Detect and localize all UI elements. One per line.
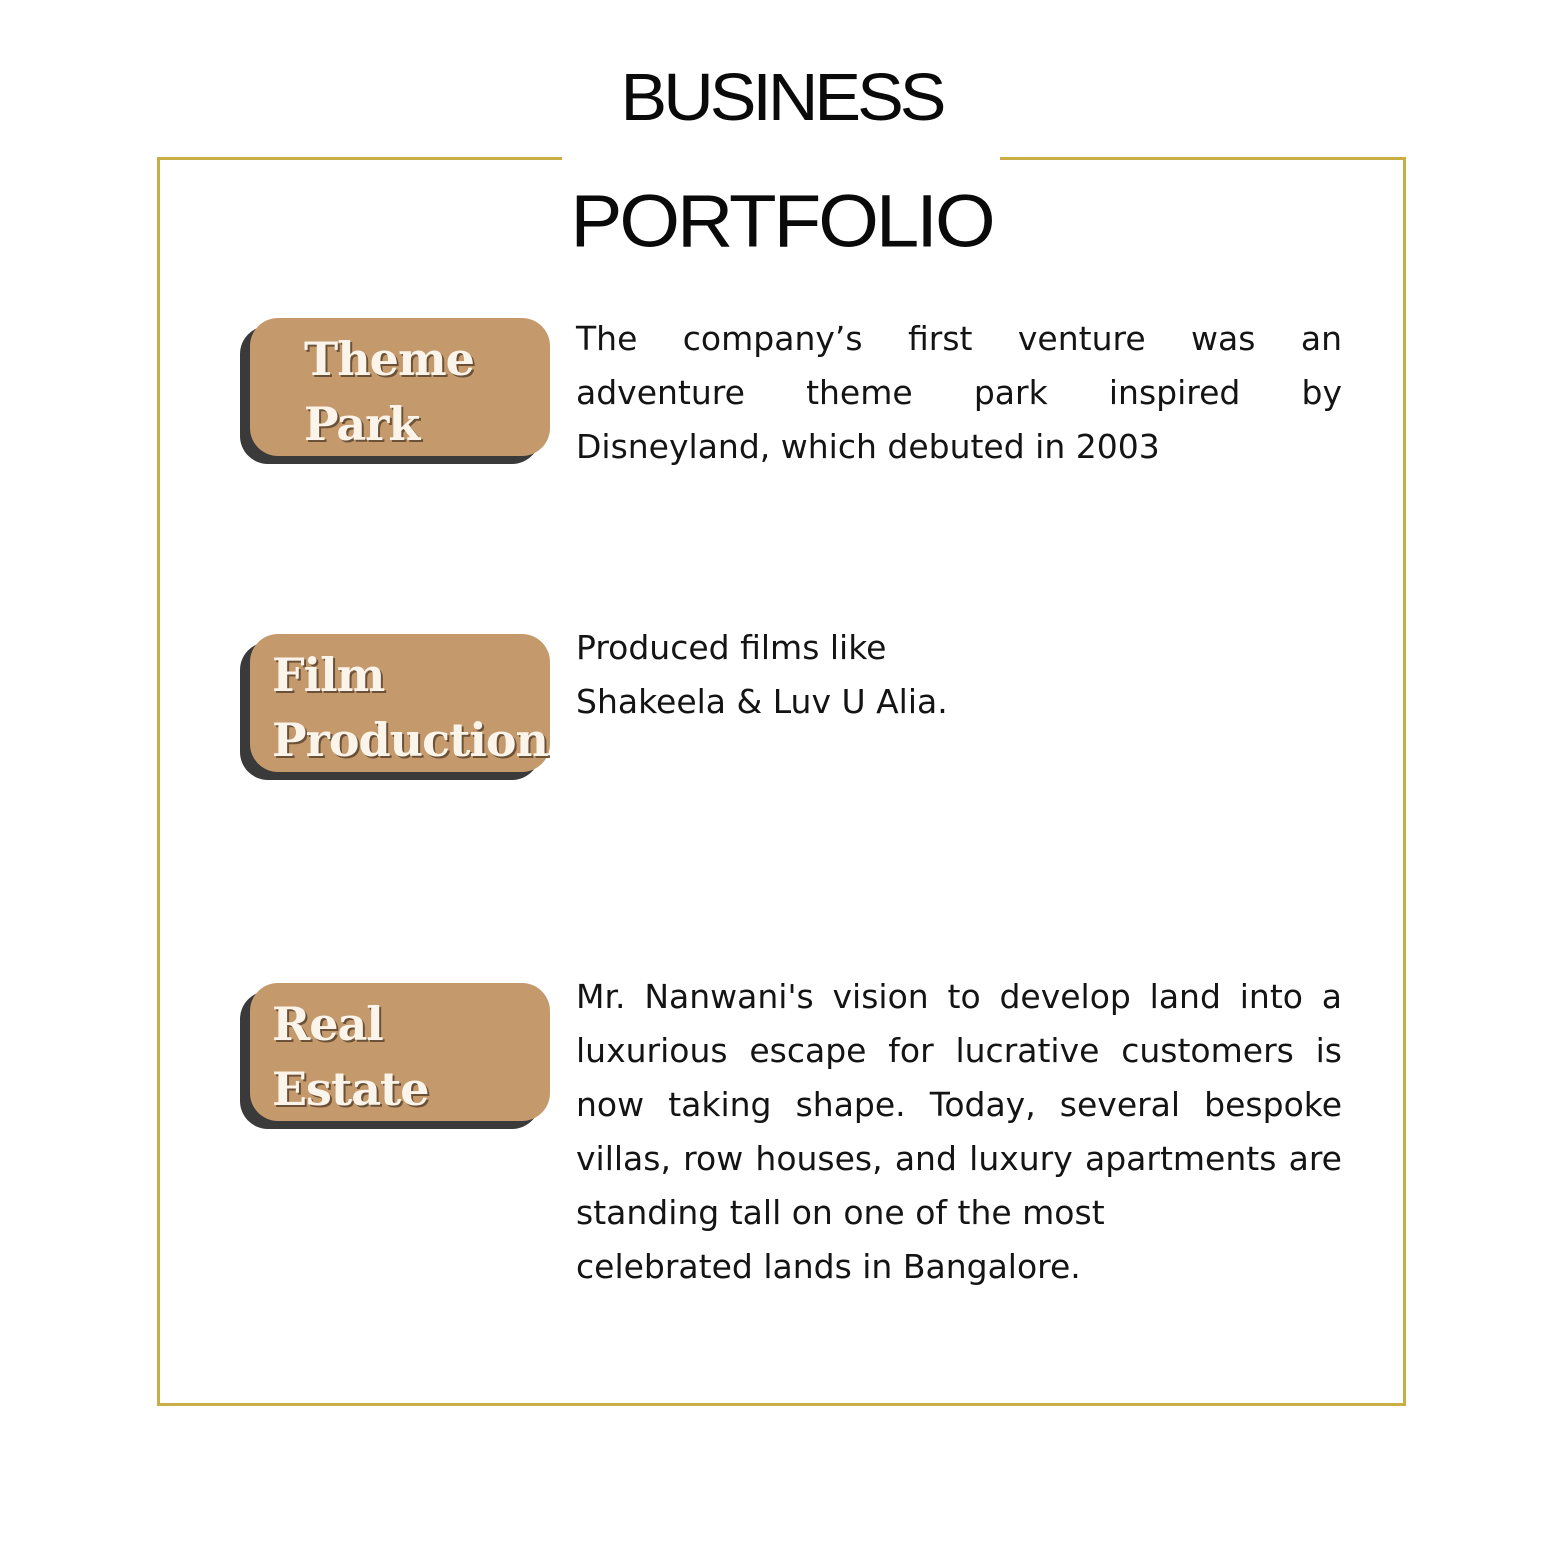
tag-label: Theme Park xyxy=(304,332,474,451)
tag-body xyxy=(250,634,550,772)
tag-body xyxy=(250,983,550,1121)
frame-title-gap xyxy=(562,150,1000,166)
tag-film-production xyxy=(240,634,550,780)
description-real-estate: Mr. Nanwani's vision to develop land into a luxurious escape for lucrative customers is now taking shape. Today, several bespoke villas, row houses, and luxury apartments are standing tall on one of the most celebrated lands in Bangalore. xyxy=(576,977,1342,1286)
tag-label: Film Production xyxy=(272,648,548,767)
tag-body xyxy=(250,318,550,456)
tag-label: Real Estate xyxy=(272,997,429,1116)
description-theme-park: The company’s first venture was an adventure theme park inspired by Disneyland, which debuted in 2003 xyxy=(576,319,1342,466)
tag-theme-park xyxy=(240,318,550,464)
heading-line-2: PORTFOLIO xyxy=(570,179,993,263)
heading-line-1: BUSINESS xyxy=(620,59,943,135)
description-film-production: Produced films like Shakeela & Luv U Alia. xyxy=(576,628,948,721)
tag-real-estate xyxy=(240,983,550,1129)
